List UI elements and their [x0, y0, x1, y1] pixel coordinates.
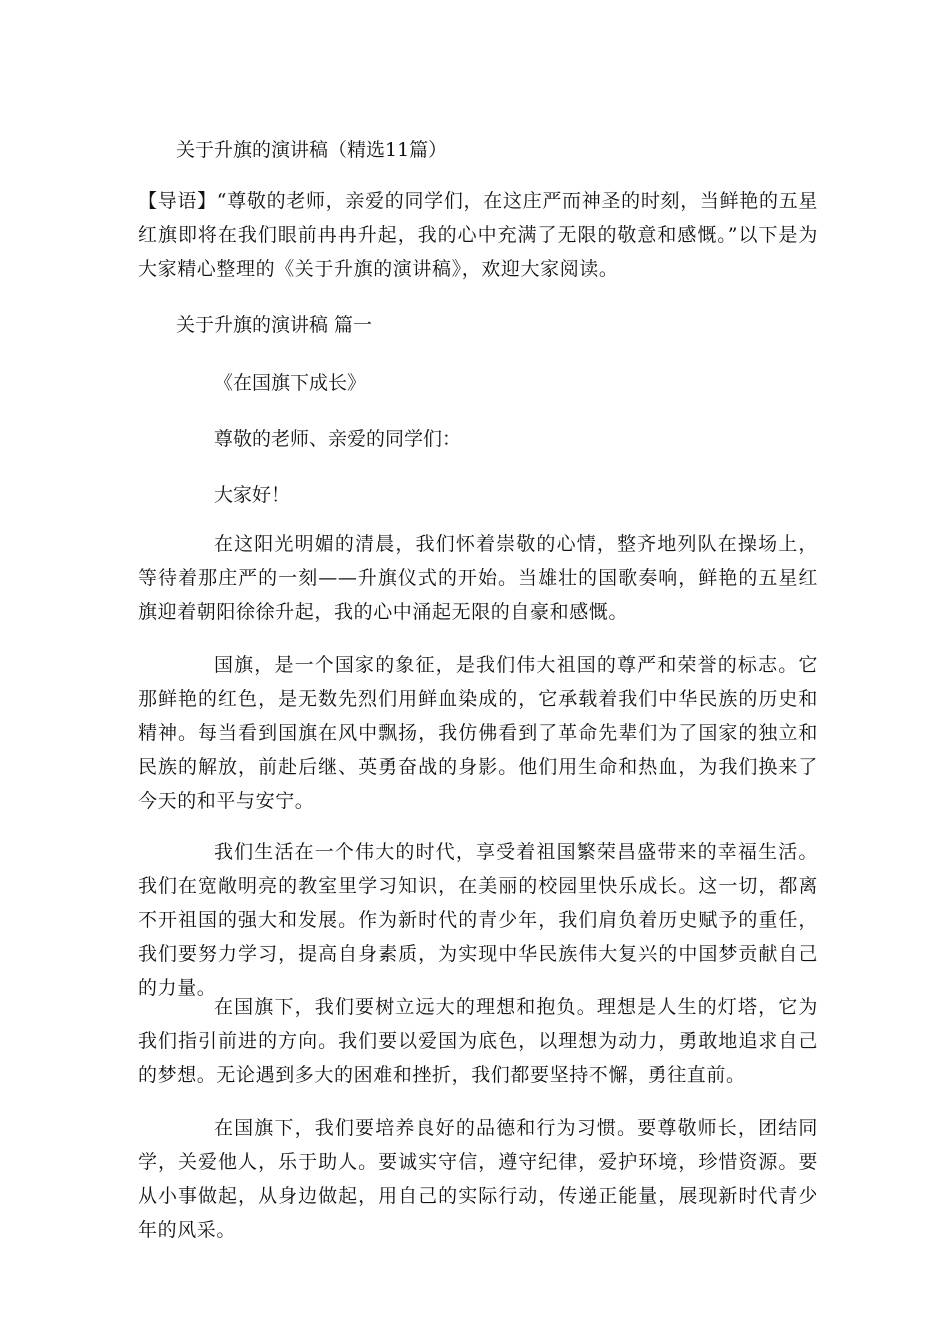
body-paragraph: 我们生活在一个伟大的时代，享受着祖国繁荣昌盛带来的幸福生活。我们在宽敞明亮的教室里学习知识，在美丽的校园里快乐成长。这一切，都离不开祖国的强大和发展。作为新时代的青少年，我们肩负着历史赋予的重任，我们要努力学习，提高自身素质，为实现中华民族伟大复兴的中国梦贡献自己的力量。	[138, 841, 818, 999]
section-title: 关于升旗的演讲稿 篇一	[176, 314, 373, 336]
intro-paragraph: 【导语】“尊敬的老师，亲爱的同学们，在这庄严而神圣的时刻，当鲜艳的五星红旗即将在我们眼前冉冉升起，我的心中充满了无限的敬意和感慨。”以下是为大家精心整理的《关于升旗的演讲稿》，欢迎大家阅读。	[138, 190, 818, 280]
speech-title: 《在国旗下成长》	[214, 372, 367, 394]
body-paragraph: 在国旗下，我们要树立远大的理想和抱负。理想是人生的灯塔，它为我们指引前进的方向。我们要以爱国为底色，以理想为动力，勇敢地追求自己的梦想。无论遇到多大的困难和挫折，我们都要坚持不懈，勇往直前。	[138, 996, 818, 1086]
body-paragraph: 在国旗下，我们要培养良好的品德和行为习惯。要尊敬师长，团结同学，关爱他人，乐于助人。要诚实守信，遵守纪律，爱护环境，珍惜资源。要从小事做起，从身边做起，用自己的实际行动，传递正能量，展现新时代青少年的风采。	[138, 1117, 818, 1241]
document-title: 关于升旗的演讲稿（精选11篇）	[176, 139, 448, 161]
greeting: 大家好！	[214, 484, 291, 506]
body-paragraph: 国旗，是一个国家的象征，是我们伟大祖国的尊严和荣誉的标志。它那鲜艳的红色，是无数先烈们用鲜血染成的，它承载着我们中华民族的历史和精神。每当看到国旗在风中飘扬，我仿佛看到了革命先辈们为了国家的独立和民族的解放，前赴后继、英勇奋战的身影。他们用生命和热血，为我们换来了今天的和平与安宁。	[138, 654, 818, 812]
salutation: 尊敬的老师、亲爱的同学们：	[214, 428, 462, 450]
body-paragraph: 在这阳光明媚的清晨，我们怀着崇敬的心情，整齐地列队在操场上，等待着那庄严的一刻——升旗仪式的开始。当雄壮的国歌奏响，鲜艳的五星红旗迎着朝阳徐徐升起，我的心中涌起无限的自豪和感慨。	[138, 533, 818, 623]
